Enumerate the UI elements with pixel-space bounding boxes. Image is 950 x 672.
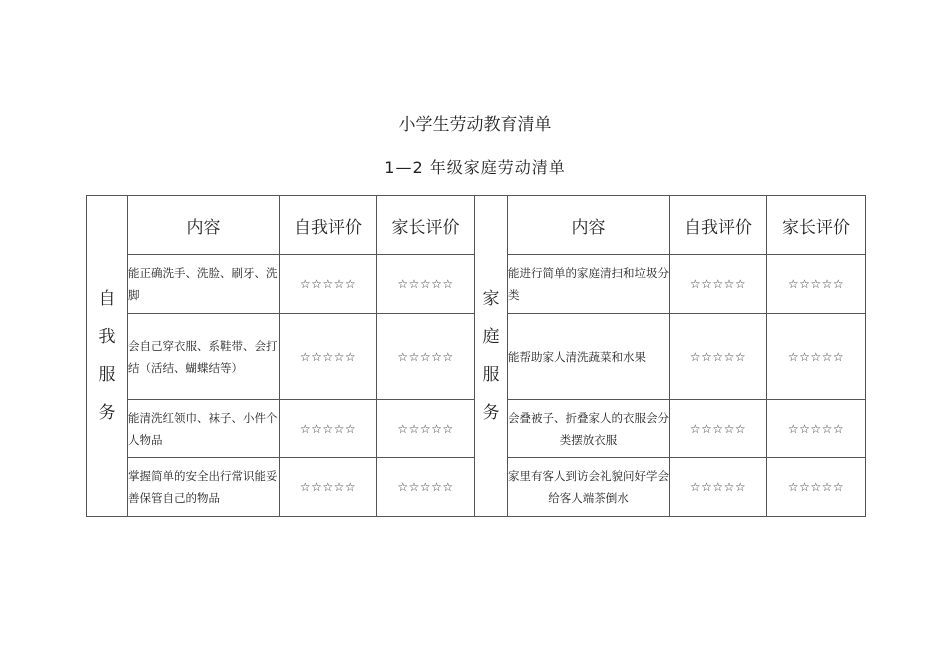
right-item-content: 家里有客人到访会礼貌问好学会给客人端茶倒水 [508,458,670,517]
left-item-content: 会自己穿衣服、系鞋带、会打结（活结、蝴蝶结等） [128,314,280,400]
right-parent-rating[interactable]: ☆☆☆☆☆ [767,255,866,314]
left-parent-rating[interactable]: ☆☆☆☆☆ [377,400,475,458]
labor-checklist-table [86,195,866,517]
page-subtitle: 1—2 年级家庭劳动清单 [384,158,566,177]
category-home-service: 家 庭 服 务 [475,196,508,517]
page-title: 小学生劳动教育清单 [398,115,552,135]
header-content-left: 内容 [128,196,280,255]
right-self-rating[interactable]: ☆☆☆☆☆ [670,400,767,458]
right-parent-rating[interactable]: ☆☆☆☆☆ [767,400,866,458]
right-parent-rating[interactable]: ☆☆☆☆☆ [767,458,866,517]
left-item-content: 能清洗红领巾、袜子、小件个人物品 [128,400,280,458]
header-row [87,196,866,255]
left-parent-rating[interactable]: ☆☆☆☆☆ [377,255,475,314]
header-self-eval-left: 自我评价 [280,196,377,255]
right-parent-rating[interactable]: ☆☆☆☆☆ [767,314,866,400]
right-item-content: 能进行简单的家庭清扫和垃圾分类 [508,255,670,314]
right-self-rating[interactable]: ☆☆☆☆☆ [670,255,767,314]
right-self-rating[interactable]: ☆☆☆☆☆ [670,314,767,400]
header-parent-eval-right: 家长评价 [767,196,866,255]
left-parent-rating[interactable]: ☆☆☆☆☆ [377,458,475,517]
right-self-rating[interactable]: ☆☆☆☆☆ [670,458,767,517]
right-item-content: 会叠被子、折叠家人的衣服会分类摆放衣服 [508,400,670,458]
left-self-rating[interactable]: ☆☆☆☆☆ [280,314,377,400]
left-self-rating[interactable]: ☆☆☆☆☆ [280,458,377,517]
left-parent-rating[interactable]: ☆☆☆☆☆ [377,314,475,400]
category-self-service: 自 我 服 务 [87,196,128,517]
left-self-rating[interactable]: ☆☆☆☆☆ [280,255,377,314]
header-self-eval-right: 自我评价 [670,196,767,255]
header-parent-eval-left: 家长评价 [377,196,475,255]
header-content-right: 内容 [508,196,670,255]
left-self-rating[interactable]: ☆☆☆☆☆ [280,400,377,458]
right-item-content: 能帮助家人清洗蔬菜和水果 [508,314,670,400]
left-item-content: 能正确洗手、洗脸、刷牙、洗脚 [128,255,280,314]
left-item-content: 掌握简单的安全出行常识能妥善保管自己的物品 [128,458,280,517]
